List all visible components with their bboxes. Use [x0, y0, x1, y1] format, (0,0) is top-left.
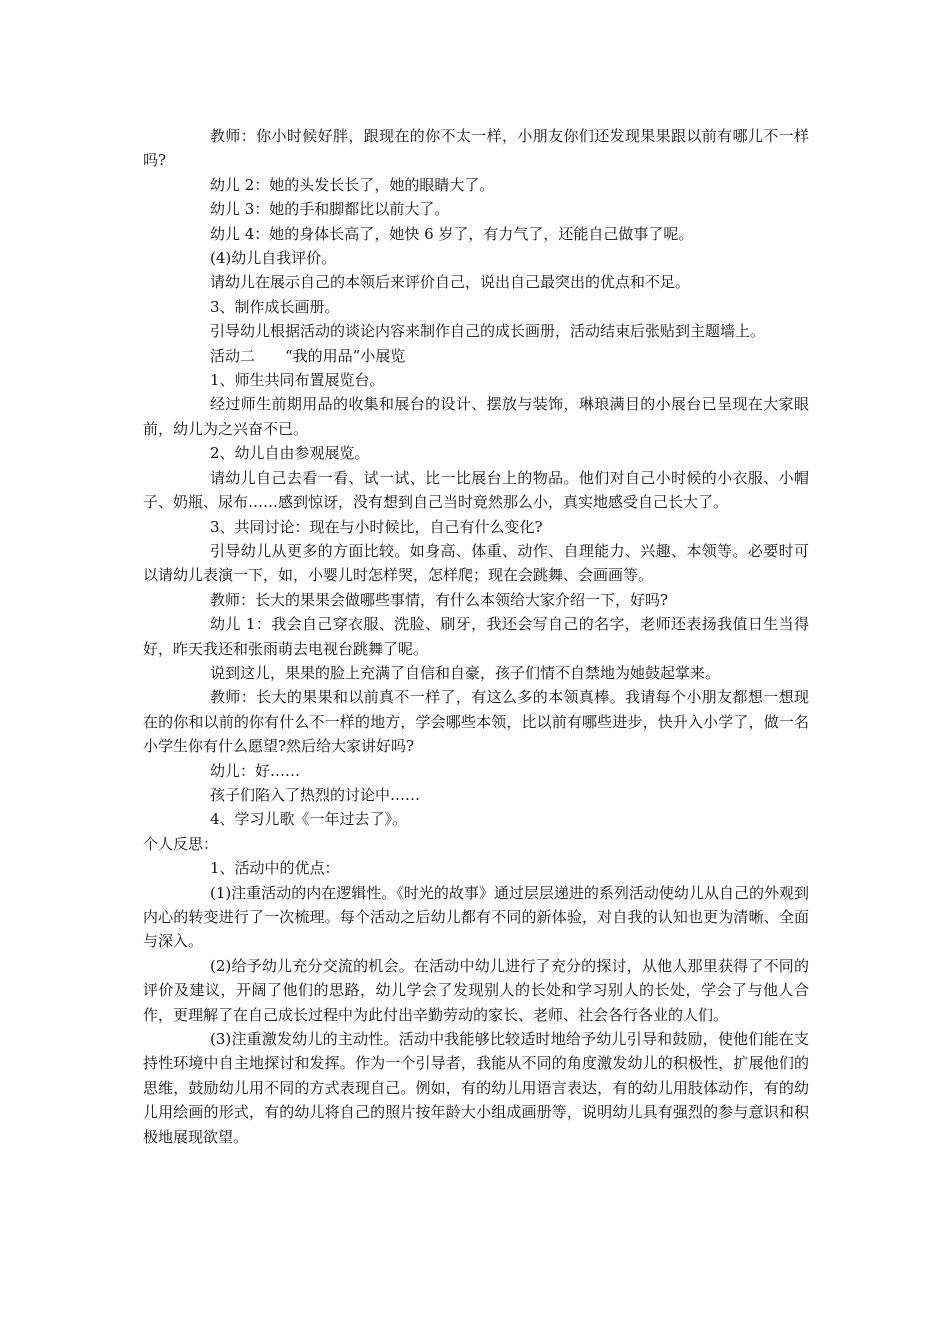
paragraph: 教师：长大的果果会做哪些事情，有什么本领给大家介绍一下，好吗?	[210, 590, 669, 609]
section-heading: 1、活动中的优点：	[210, 859, 340, 878]
paragraph: 引导幼儿从更多的方面比较。如身高、体重、动作、自理能力、兴趣、本领等。必要时可以请幼儿表演一下，如，小婴儿时怎样哭，怎样爬；现在会跳舞、会画画等。	[143, 541, 809, 585]
paragraph: 幼儿：好……	[210, 761, 301, 780]
paragraph: 教师：你小时候好胖，跟现在的你不太一样，小朋友你们还发现果果跟以前有哪儿不一样吗?	[143, 127, 809, 170]
paragraph: (3)注重激发幼儿的主动性。活动中我能够比较适时地给予幼儿引导和鼓励，使他们能在支持性环境中自主地探讨和发挥。作为一个引导者，我能从不同的角度激发幼儿的积极性，扩展他们的思维，鼓励幼儿用不同的方式表现自己。例如，有的幼儿用语言表达，有的幼儿用肢体动作，有的幼儿用绘画的形式，有的幼儿将自己的照片按年龄大小组成画册等，说明幼儿具有强烈的参与意识和积极地展现欲望。	[143, 1030, 809, 1146]
paragraph: 经过师生前期用品的收集和展台的设计、摆放与装饰，琳琅满目的小展台已呈现在大家眼前，幼儿为之兴奋不已。	[143, 395, 809, 438]
paragraph: 说到这儿，果果的脸上充满了自信和自豪，孩子们情不自禁地为她鼓起掌来。	[210, 663, 721, 682]
section-heading: 2、幼儿自由参观展览。	[210, 444, 370, 463]
paragraph: 请幼儿在展示自己的本领后来评价自己，说出自己最突出的优点和不足。	[210, 273, 691, 292]
paragraph: 幼儿 1：我会自己穿衣服、洗脸、刷牙，我还会写自己的名字，老师还表扬我值日生当得好，昨天我还和张雨萌去电视台跳舞了呢。	[143, 615, 809, 658]
paragraph: 幼儿 2：她的头发长长了，她的眼睛大了。	[210, 175, 495, 194]
section-heading: 3、共同讨论：现在与小时候比，自己有什么变化?	[210, 517, 543, 536]
paragraph: (4)幼儿自我评价。	[210, 249, 337, 268]
document-page	[143, 124, 809, 1149]
section-heading: 3、制作成长画册。	[210, 297, 340, 316]
reflection-heading: 个人反思：	[143, 834, 219, 853]
section-heading: 4、学习儿歌《一年过去了》。	[210, 810, 408, 829]
activity-heading: 活动二 “我的用品”小展览	[210, 346, 406, 365]
paragraph: 教师：长大的果果和以前真不一样了，有这么多的本领真棒。我请每个小朋友都想一想现在的你和以前的你有什么不一样的地方，学会哪些本领，比以前有哪些进步，快升入小学了，做一名小学生你有什么愿望?然后给大家讲好吗?	[143, 688, 809, 756]
paragraph: 请幼儿自己去看一看、试一试、比一比展台上的物品。他们对自己小时候的小衣服、小帽子、奶瓶、尿布……感到惊讶，没有想到自己当时竟然那么小，真实地感受自己长大了。	[143, 468, 809, 512]
paragraph: (2)给予幼儿充分交流的机会。在活动中幼儿进行了充分的探讨，从他人那里获得了不同的评价及建议，开阔了他们的思路，幼儿学会了发现别人的长处和学习别人的长处，学会了与他人合作，更理解了在自己成长过程中为此付出辛勤劳动的家长、老师、社会各行各业的人们。	[143, 956, 809, 1024]
section-heading: 1、师生共同布置展览台。	[210, 371, 385, 390]
paragraph: 幼儿 4：她的身体长高了，她快 6 岁了，有力气了，还能自己做事了呢。	[210, 224, 694, 243]
paragraph: 孩子们陷入了热烈的讨论中……	[210, 785, 421, 804]
paragraph: 幼儿 3：她的手和脚都比以前大了。	[210, 200, 450, 219]
paragraph: 引导幼儿根据活动的谈论内容来制作自己的成长画册，活动结束后张贴到主题墙上。	[210, 322, 766, 341]
paragraph: (1)注重活动的内在逻辑性。《时光的故事》通过层层递进的系列活动使幼儿从自己的外观到内心的转变进行了一次梳理。每个活动之后幼儿都有不同的新体验，对自我的认知也更为清晰、全面与深入。	[143, 883, 809, 951]
